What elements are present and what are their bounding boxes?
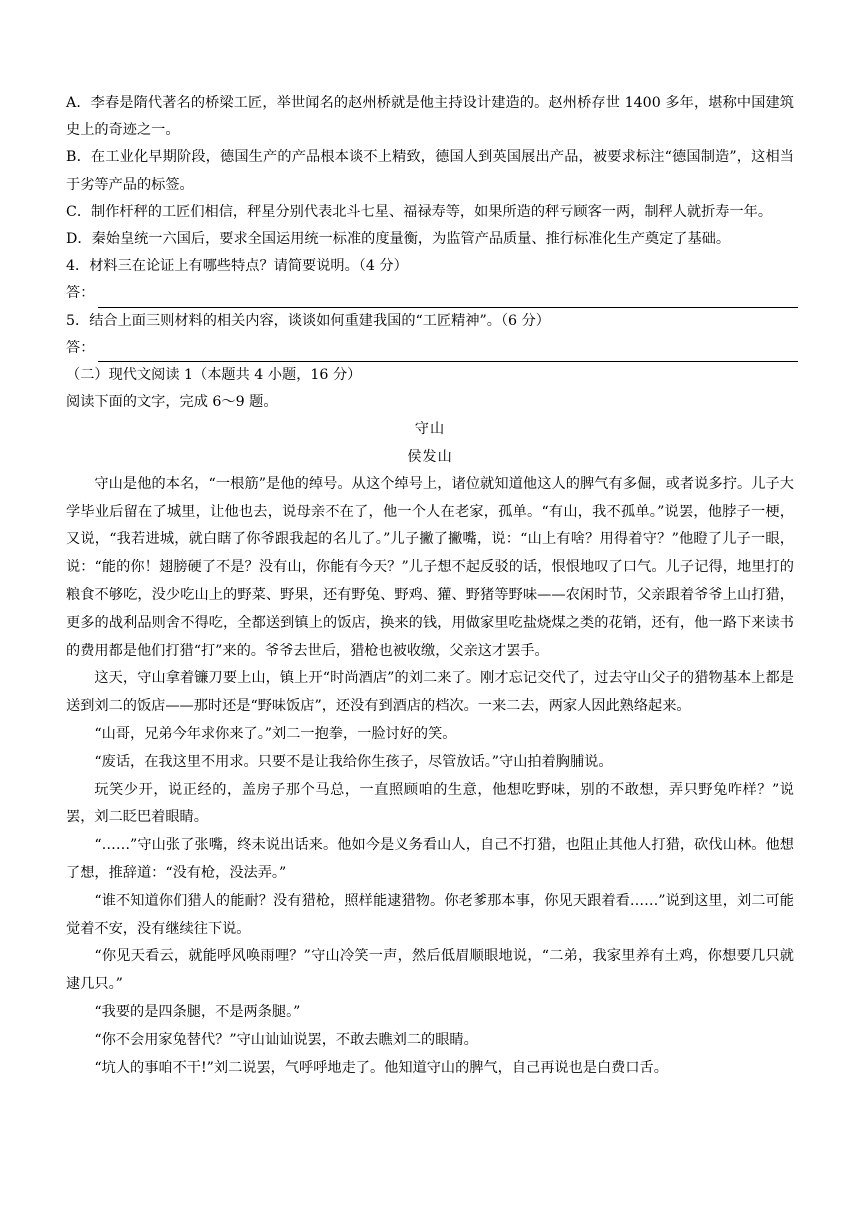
story-paragraph: “你不会用家兔替代？”守山讪讪说罢，不敢去瞧刘二的眼睛。	[94, 1031, 478, 1048]
answer-label: 答：	[66, 285, 95, 302]
story-paragraph: 玩笑少开，说正经的，盖房子那个马总，一直照顾咱的生意，他想吃野味，别的不敢想，弄只野兔咋样？”说罢，刘二眨巴着眼睛。	[66, 781, 794, 826]
answer-blank[interactable]	[98, 342, 798, 362]
page-content	[66, 90, 794, 1082]
story-paragraph: 这天，守山拿着镰刀要上山，镇上开“时尚酒店”的刘二来了。刚才忘记交代了，过去守山父子的猎物基本上都是送到刘二的饭店——那时还是“野味饭店”，还没有到酒店的档次。一来二去，两家人因此熟络起来。	[66, 670, 794, 715]
question-5: 5．结合上面三则材料的相关内容，谈谈如何重建我国的“工匠精神”。（6 分）	[66, 312, 550, 329]
story-paragraph: “废话，在我这里不用求。只要不是让我给你生孩子，尽管放话。”守山拍着胸脯说。	[94, 753, 613, 770]
section-instruction: 阅读下面的文字，完成 6～9 题。	[66, 394, 278, 411]
option-c: C．制作杆秤的工匠们相信，秤星分别代表北斗七星、福禄寿等，如果所造的秤亏顾客一两，制秤人就折寿一年。	[66, 203, 773, 220]
story-paragraph: “山哥，兄弟今年求你来了。”刘二一抱拳，一脸讨好的笑。	[94, 726, 457, 743]
story-paragraph: “你见天看云，就能呼风唤雨哩？”守山冷笑一声，然后低眉顺眼地说，“二弟，我家里养有土鸡，你想要几只就逮几只。”	[66, 948, 794, 993]
option-d: D．秦始皇统一六国后，要求全国运用统一标准的度量衡，为监管产品质量、推行标准化生产奠定了基础。	[66, 231, 731, 248]
question-4: 4．材料三在论证上有哪些特点？请简要说明。（4 分）	[66, 258, 408, 275]
section-heading: （二）现代文阅读 1（本题共 4 小题，16 分）	[66, 367, 362, 384]
answer-line-4[interactable]	[66, 280, 794, 307]
answer-line-5[interactable]	[66, 335, 794, 362]
story-paragraph: “我要的是四条腿，不是两条腿。”	[94, 1003, 301, 1020]
option-b: B．在工业化早期阶段，德国生产的产品根本谈不上精致，德国人到英国展出产品，被要求标注“德国制造”，这相当于劣等产品的标签。	[66, 149, 794, 193]
story-paragraph: “谁不知道你们猎人的能耐？没有猎枪，照样能逮猎物。你老爹那本事，你见天跟着看……”说到这里，刘二可能觉着不安，没有继续往下说。	[66, 892, 794, 937]
story-paragraph: 守山是他的本名，“一根筋”是他的绰号。从这个绰号上，诸位就知道他这人的脾气有多倔，或者说多拧。儿子大学毕业后留在了城里，让他也去，说母亲不在了，他一个人在老家，孤单。“有山，我不孤单。”说罢，他脖子一梗，又说，“我若进城，就白瞎了你爷跟我起的名儿了。”儿子撇了撇嘴，说：“山上有啥？用得着守？”他瞪了儿子一眼，说：“能的你！翅膀硬了不是？没有山，你能有今天？”儿子想不起反驳的话，恨恨地叹了口气。儿子记得，地里打的粮食不够吃，没少吃山上的野菜、野果，还有野兔、野鸡、獾、野猪等野味——农闲时节，父亲跟着爷爷上山打猎，更多的战利品则舍不得吃，全都送到镇上的饭店，换来的钱，用做家里吃盐烧煤之类的花销，还有，他一路下来读书的费用都是他们打猎“打”来的。爷爷去世后，猎枪也被收缴，父亲这才罢手。	[66, 475, 794, 659]
answer-blank[interactable]	[98, 288, 798, 308]
answer-label: 答：	[66, 339, 95, 356]
story-paragraph: “……”守山张了张嘴，终未说出话来。他如今是义务看山人，自己不打猎，也阻止其他人打猎，砍伐山林。他想了想，推辞道：“没有枪，没法弄。”	[66, 837, 794, 881]
story-title: 守山	[414, 421, 446, 438]
option-a: A．李春是隋代著名的桥梁工匠，举世闻名的赵州桥就是他主持设计建造的。赵州桥存世 1400 多年，堪称中国建筑史上的奇迹之一。	[66, 95, 795, 139]
story-paragraph: “坑人的事咱不干!”刘二说罢，气呼呼地走了。他知道守山的脾气，自己再说也是白费口舌。	[94, 1059, 668, 1076]
story-body	[66, 471, 794, 1083]
story-author: 侯发山	[407, 448, 453, 465]
